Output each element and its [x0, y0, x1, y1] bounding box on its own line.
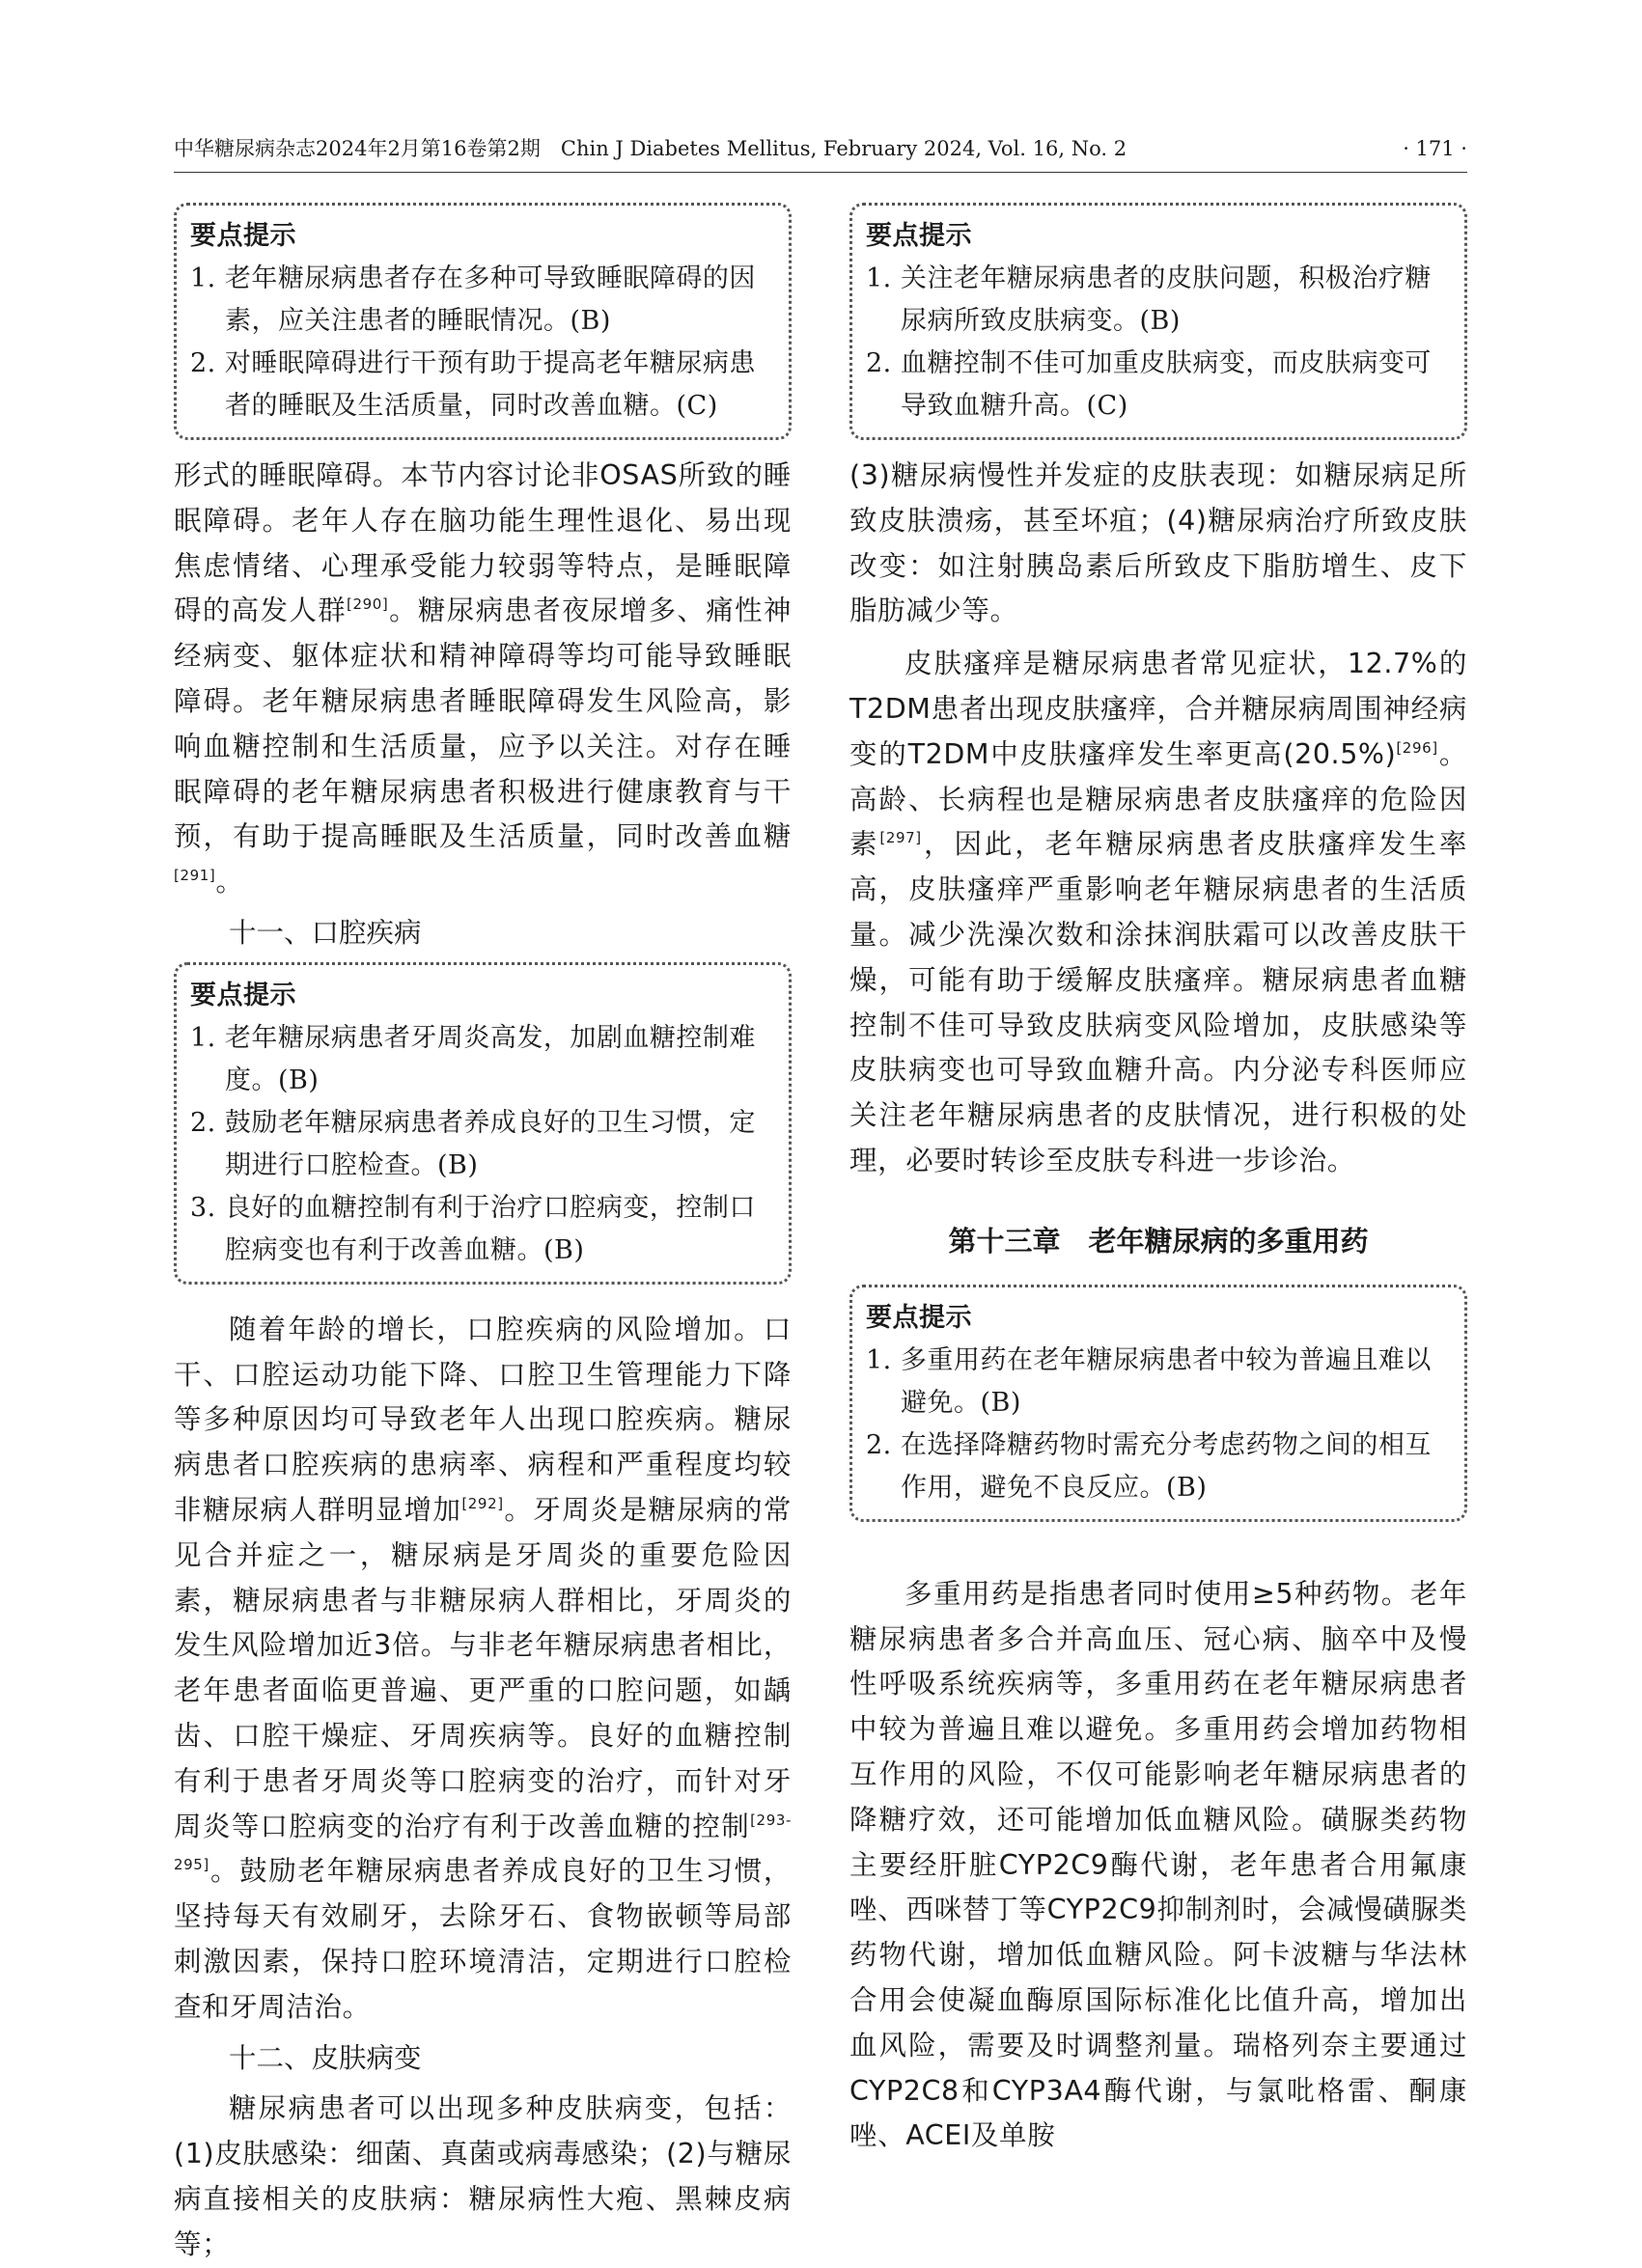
journal-citation: 中华糖尿病杂志2024年2月第16卷第2期 Chin J Diabetes Mellitus, February 2024, Vol. 16, No. 2	[174, 137, 1127, 160]
paragraph-text: 。牙周炎是糖尿病的常见合并症之一，糖尿病是牙周炎的重要危险因素，糖尿病患者与非糖尿病人群相比，牙周炎的发生风险增加近3倍。与非老年糖尿病患者相比，老年患者面临更普遍、更严重的口腔问题，如龋齿、口腔干燥症、牙周疾病等。良好的血糖控制有利于患者牙周炎等口腔病变的治疗，而针对牙周炎等口腔病变的治疗有利于改善血糖的控制	[174, 1493, 792, 1842]
section-heading-oral: 十一、口腔疾病	[229, 916, 422, 949]
paragraph-text: ，因此，老年糖尿病患者皮肤瘙痒发生率高，皮肤瘙痒严重影响老年糖尿病患者的生活质量。减少洗澡次数和涂抹润肤霜可以改善皮肤干燥，可能有助于缓解皮肤瘙痒。糖尿病患者血糖控制不佳可导致皮肤病变风险增加，皮肤感染等皮肤病变也可导致血糖升高。内分泌专科医师应关注老年糖尿病患者的皮肤情况，进行积极的处理，必要时转诊至皮肤专科进一步诊治。	[849, 828, 1467, 1176]
paragraph-text: 。	[215, 866, 244, 899]
citation-ref: [297]	[879, 829, 922, 847]
key-point-item: 1. 老年糖尿病患者牙周炎高发，加剧血糖控制难度。(B)	[190, 1022, 756, 1095]
paragraph-text: 。糖尿病患者夜尿增多、痛性神经病变、躯体症状和精神障碍等均可能导致睡眠障碍。老年糖尿病患者睡眠障碍发生风险高，影响血糖控制和生活质量，应予以关注。对存在睡眠障碍的老年糖尿病患者积极进行健康教育与干预，有助于提高睡眠及生活质量，同时改善血糖	[174, 595, 792, 853]
key-point-item: 3. 良好的血糖控制有利于治疗口腔病变，控制口腔病变也有利于改善血糖。(B)	[190, 1192, 756, 1265]
key-points-title: 要点提示	[190, 980, 296, 1010]
citation-ref: [292]	[461, 1494, 504, 1512]
paragraph-text: 形式的睡眠障碍。本节内容讨论非OSAS所致的睡眠障碍。老年人存在脑功能生理性退化、易出现焦虑情绪、心理承受能力较弱等特点，是睡眠障碍的高发人群	[174, 459, 792, 627]
key-point-item: 2. 对睡眠障碍进行干预有助于提高老年糖尿病患者的睡眠及生活质量，同时改善血糖。(C)	[190, 348, 756, 421]
paragraph-text: 。高龄、长病程也是糖尿病患者皮肤瘙痒的危险因素	[849, 737, 1467, 861]
citation-ref: [290]	[347, 595, 389, 614]
running-header	[174, 129, 1467, 168]
key-point-item: 1. 关注老年糖尿病患者的皮肤问题，积极治疗糖尿病所致皮肤病变。(B)	[866, 263, 1432, 336]
key-point-item: 2. 血糖控制不佳可加重皮肤病变，而皮肤病变可导致血糖升高。(C)	[866, 348, 1432, 421]
paragraph-text: 随着年龄的增长，口腔疾病的风险增加。口干、口腔运动功能下降、口腔卫生管理能力下降等多种原因均可导致老年人出现口腔疾病。糖尿病患者口腔疾病的患病率、病程和严重程度均较非糖尿病人群明显增加	[174, 1313, 792, 1526]
paragraph-polypharmacy: 多重用药是指患者同时使用≥5种药物。老年糖尿病患者多合并高血压、冠心病、脑卒中及慢性呼吸系统疾病等，多重用药在老年糖尿病患者中较为普遍且难以避免。多重用药会增加药物相互作用的风险，不仅可能影响老年糖尿病患者的降糖疗效，还可能增加低血糖风险。磺脲类药物主要经肝脏CYP2C9酶代谢，老年患者合用氟康唑、西咪替丁等CYP2C9抑制剂时，会减慢磺脲类药物代谢，增加低血糖风险。阿卡波糖与华法林合用会使凝血酶原国际标准化比值升高，增加出血风险，需要及时调整剂量。瑞格列奈主要通过CYP2C8和CYP3A4酶代谢，与氯吡格雷、酮康唑、ACEI及单胺	[849, 1577, 1467, 2152]
key-points-title: 要点提示	[866, 1302, 972, 1333]
key-points-box-polypharmacy	[849, 1285, 1467, 1522]
key-point-item: 1. 老年糖尿病患者存在多种可导致睡眠障碍的因素，应关注患者的睡眠情况。(B)	[190, 263, 756, 336]
key-points-box-sleep	[174, 203, 792, 440]
left-column	[174, 203, 792, 2268]
key-points-title: 要点提示	[190, 221, 296, 251]
citation-ref: [291]	[174, 867, 216, 885]
paragraph-skin-intro: 糖尿病患者可以出现多种皮肤病变，包括：(1)皮肤感染：细菌、真菌或病毒感染；(2)与糖尿病直接相关的皮肤病：糖尿病性大疱、黑棘皮病等；	[174, 2092, 792, 2260]
key-point-item: 1. 多重用药在老年糖尿病患者中较为普遍且难以避免。(B)	[866, 1344, 1432, 1418]
page-number: · 171 ·	[1403, 137, 1467, 160]
paragraph-oral	[174, 1308, 792, 2031]
citation-ref: [293-295]	[174, 1811, 792, 1874]
paragraph-sleep	[174, 454, 792, 905]
paragraph-text: 。鼓励老年糖尿病患者养成良好的卫生习惯，坚持每天有效刷牙，去除牙石、食物嵌顿等局部刺激因素，保持口腔环境清洁，定期进行口腔检查和牙周洁治。	[174, 1855, 792, 2023]
section-heading-skin: 十二、皮肤病变	[229, 2041, 422, 2074]
key-points-box-oral	[174, 962, 792, 1285]
right-column	[849, 203, 1467, 2159]
paragraph-text: 皮肤瘙痒是糖尿病患者常见症状，12.7%的T2DM患者出现皮肤瘙痒，合并糖尿病周围神经病变的T2DM中皮肤瘙痒发生率更高(20.5%)	[849, 648, 1467, 770]
citation-ref: [296]	[1396, 738, 1438, 757]
paragraph-skin-continued: (3)糖尿病慢性并发症的皮肤表现：如糖尿病足所致皮肤溃疡，甚至坏疽；(4)糖尿病治疗所致皮肤改变：如注射胰岛素后所致皮下脂肪增生、皮下脂肪减少等。	[849, 459, 1467, 627]
key-points-title: 要点提示	[866, 221, 972, 251]
key-point-item: 2. 鼓励老年糖尿病患者养成良好的卫生习惯，定期进行口腔检查。(B)	[190, 1107, 756, 1180]
key-point-item: 2. 在选择降糖药物时需充分考虑药物之间的相互作用，避免不良反应。(B)	[866, 1429, 1432, 1503]
key-points-box-skin	[849, 203, 1467, 440]
paragraph-pruritus	[849, 642, 1467, 1184]
chapter-heading: 第十三章 老年糖尿病的多重用药	[948, 1224, 1369, 1258]
header-rule	[174, 172, 1467, 173]
